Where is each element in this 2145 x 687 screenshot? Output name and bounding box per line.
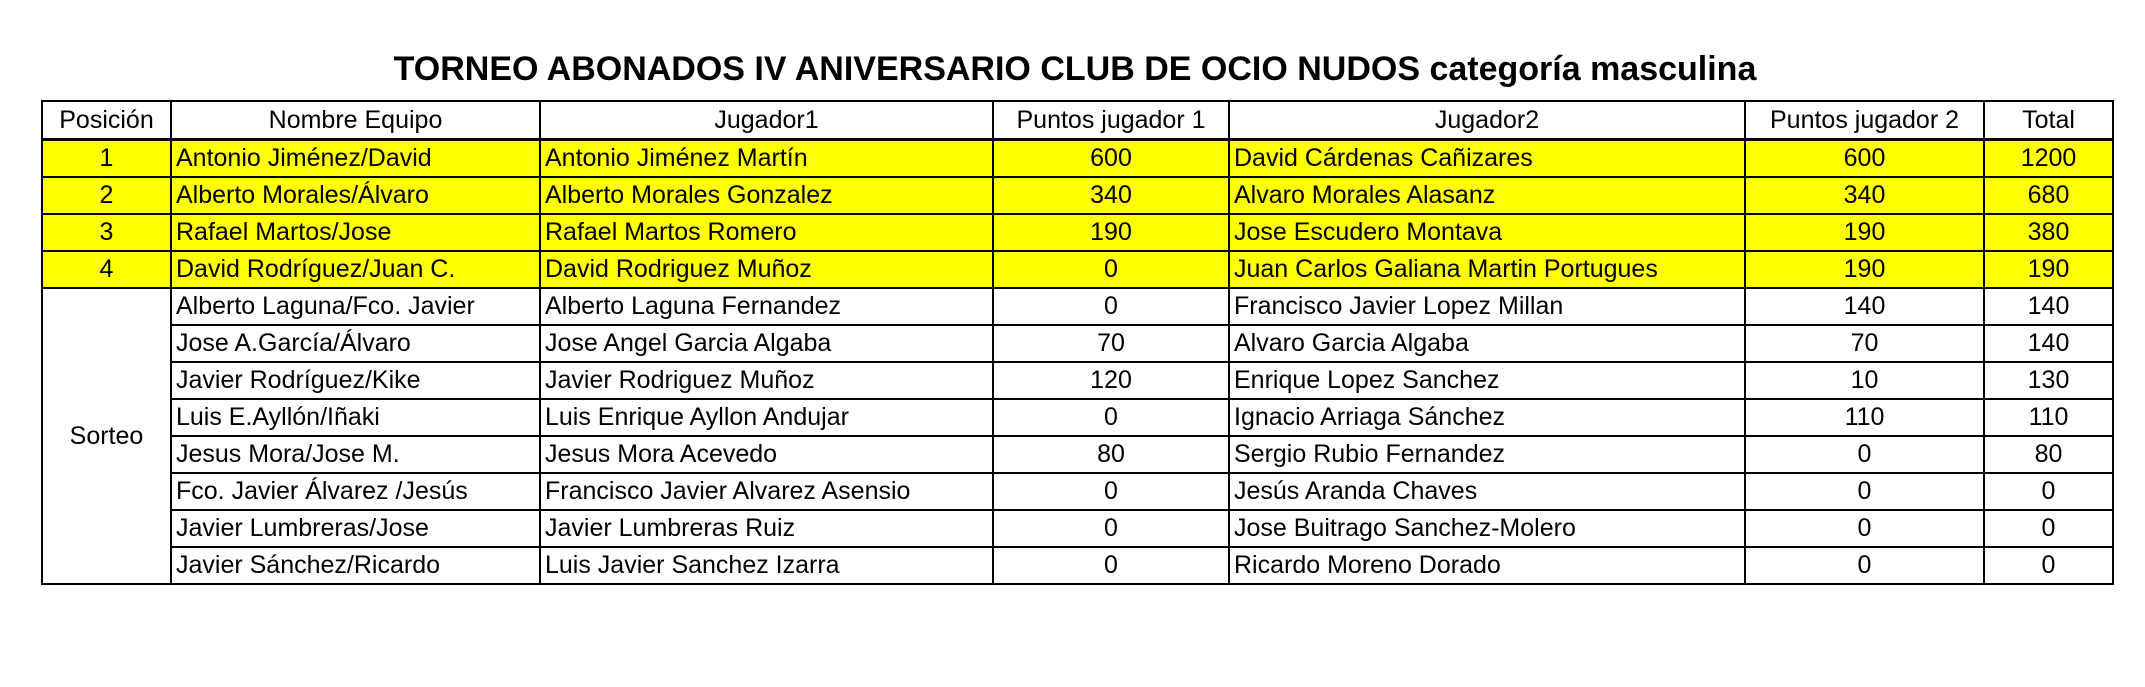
cell-total: 110 [1984,399,2113,436]
cell-jugador1: Antonio Jiménez Martín [540,140,993,178]
sorteo-row [42,547,2113,584]
cell-jugador1: Francisco Javier Alvarez Asensio [540,473,993,510]
ranked-row [42,251,2113,288]
cell-jugador1: David Rodriguez Muñoz [540,251,993,288]
cell-puntos2: 600 [1745,140,1984,178]
cell-total: 380 [1984,214,2113,251]
cell-jugador2: Jose Escudero Montava [1229,214,1745,251]
header-row [42,101,2113,140]
sorteo-row [42,473,2113,510]
cell-puntos1: 0 [993,251,1229,288]
cell-posicion: 1 [42,140,171,178]
cell-jugador2: Sergio Rubio Fernandez [1229,436,1745,473]
cell-jugador1: Luis Enrique Ayllon Andujar [540,399,993,436]
cell-puntos1: 0 [993,399,1229,436]
cell-puntos2: 190 [1745,251,1984,288]
cell-jugador1: Luis Javier Sanchez Izarra [540,547,993,584]
sorteo-row [42,399,2113,436]
cell-team: Javier Sánchez/Ricardo [171,547,540,584]
cell-total: 190 [1984,251,2113,288]
cell-puntos1: 0 [993,547,1229,584]
cell-puntos2: 0 [1745,436,1984,473]
cell-posicion: 2 [42,177,171,214]
ranked-row [42,177,2113,214]
cell-puntos1: 600 [993,140,1229,178]
cell-puntos1: 0 [993,288,1229,325]
cell-puntos2: 70 [1745,325,1984,362]
cell-total: 0 [1984,473,2113,510]
cell-jugador2: Alvaro Morales Alasanz [1229,177,1745,214]
cell-puntos2: 140 [1745,288,1984,325]
sorteo-row [42,510,2113,547]
cell-total: 0 [1984,547,2113,584]
cell-team: Antonio Jiménez/David [171,140,540,178]
cell-total: 130 [1984,362,2113,399]
page-title: TORNEO ABONADOS IV ANIVERSARIO CLUB DE OCIO NUDOS categoría masculina [393,50,1757,88]
cell-puntos2: 0 [1745,473,1984,510]
cell-jugador2: Jesús Aranda Chaves [1229,473,1745,510]
cell-jugador2: Ricardo Moreno Dorado [1229,547,1745,584]
cell-puntos1: 0 [993,473,1229,510]
header-jugador1: Jugador1 [540,101,993,140]
cell-jugador1: Rafael Martos Romero [540,214,993,251]
ranked-row [42,140,2113,178]
cell-posicion: 4 [42,251,171,288]
header-nombre-equipo: Nombre Equipo [171,101,540,140]
header-puntos-jugador1: Puntos jugador 1 [993,101,1229,140]
cell-puntos2: 10 [1745,362,1984,399]
cell-puntos1: 340 [993,177,1229,214]
cell-total: 140 [1984,325,2113,362]
sorteo-row [42,325,2113,362]
sorteo-row [42,436,2113,473]
cell-puntos2: 110 [1745,399,1984,436]
cell-jugador1: Alberto Morales Gonzalez [540,177,993,214]
cell-jugador1: Javier Lumbreras Ruiz [540,510,993,547]
cell-team: Javier Rodríguez/Kike [171,362,540,399]
cell-total: 140 [1984,288,2113,325]
cell-team: Rafael Martos/Jose [171,214,540,251]
cell-jugador2: Enrique Lopez Sanchez [1229,362,1745,399]
cell-team: Fco. Javier Álvarez /Jesús [171,473,540,510]
header-puntos-jugador2: Puntos jugador 2 [1745,101,1984,140]
results-table [41,100,2114,585]
cell-puntos1: 80 [993,436,1229,473]
sorteo-row [42,288,2113,325]
cell-team: Javier Lumbreras/Jose [171,510,540,547]
header-total: Total [1984,101,2113,140]
cell-jugador1: Javier Rodriguez Muñoz [540,362,993,399]
cell-team: Alberto Morales/Álvaro [171,177,540,214]
cell-puntos1: 70 [993,325,1229,362]
cell-team: David Rodríguez/Juan C. [171,251,540,288]
cell-team: Jesus Mora/Jose M. [171,436,540,473]
cell-jugador2: Jose Buitrago Sanchez-Molero [1229,510,1745,547]
cell-team: Jose A.García/Álvaro [171,325,540,362]
cell-puntos2: 0 [1745,510,1984,547]
table-header [42,101,2113,140]
cell-puntos1: 120 [993,362,1229,399]
cell-jugador1: Jose Angel Garcia Algaba [540,325,993,362]
sorteo-row [42,362,2113,399]
cell-jugador2: Ignacio Arriaga Sánchez [1229,399,1745,436]
cell-puntos2: 190 [1745,214,1984,251]
cell-jugador2: Juan Carlos Galiana Martin Portugues [1229,251,1745,288]
header-jugador2: Jugador2 [1229,101,1745,140]
cell-total: 1200 [1984,140,2113,178]
cell-puntos1: 190 [993,214,1229,251]
cell-total: 80 [1984,436,2113,473]
ranked-row [42,214,2113,251]
cell-jugador2: Francisco Javier Lopez Millan [1229,288,1745,325]
cell-jugador1: Alberto Laguna Fernandez [540,288,993,325]
cell-total: 680 [1984,177,2113,214]
cell-jugador2: David Cárdenas Cañizares [1229,140,1745,178]
cell-team: Alberto Laguna/Fco. Javier [171,288,540,325]
cell-team: Luis E.Ayllón/Iñaki [171,399,540,436]
cell-total: 0 [1984,510,2113,547]
cell-puntos1: 0 [993,510,1229,547]
cell-jugador1: Jesus Mora Acevedo [540,436,993,473]
cell-puntos2: 0 [1745,547,1984,584]
cell-jugador2: Alvaro Garcia Algaba [1229,325,1745,362]
cell-posicion: 3 [42,214,171,251]
sorteo-label: Sorteo [42,288,171,584]
header-posicion: Posición [42,101,171,140]
table-body [42,140,2113,585]
cell-puntos2: 340 [1745,177,1984,214]
